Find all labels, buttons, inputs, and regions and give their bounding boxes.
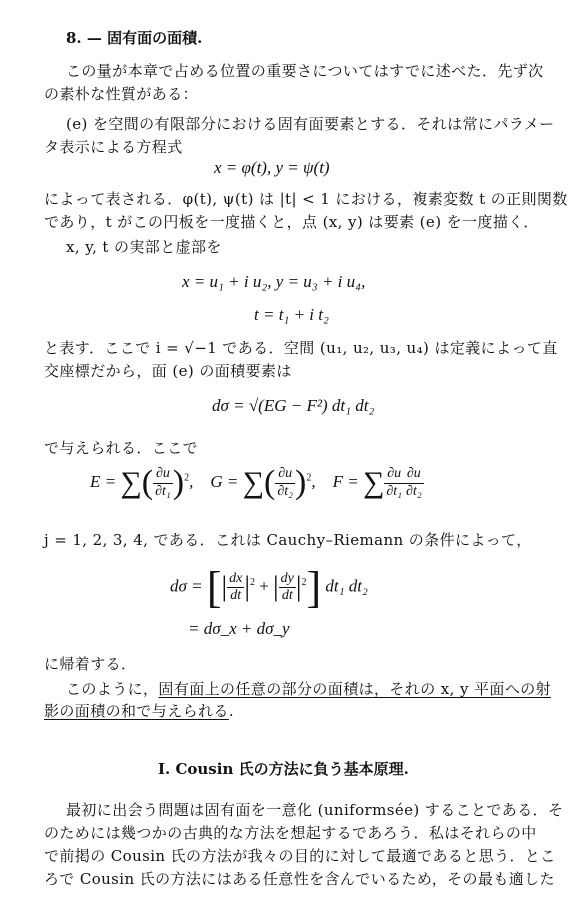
equation-EGF: E = ∑( $\frac{\partial u}{\text{∂t₁}}$ )$^2$, G = ∑( $\frac{\partial u}{\text{∂t₂}}$ )$^2$, F = ∑ $\frac{\partial u}{\text{∂t₁}}$ $\frac{\partial u}{\text{∂t₂}}$ bbox=[90, 464, 422, 501]
frac-den: ∂t₂ bbox=[277, 483, 293, 499]
dx-num: dx bbox=[227, 571, 244, 588]
dsigma-lhs: dσ = bbox=[170, 576, 203, 596]
dsigma-tail: dt₁ dt₂ bbox=[325, 576, 368, 596]
para4-line1: と表す．ここで i = √−1 である．空間 (u₁, u₂, u₃, u₄) は定義によって直 bbox=[44, 339, 558, 357]
period: . bbox=[228, 702, 234, 720]
frac-den: ∂t₁ bbox=[386, 483, 403, 499]
sum-symbol: ∑ bbox=[120, 466, 142, 499]
para7-line1: に帰着する． bbox=[44, 655, 137, 673]
para2-line2: タ表示による方程式 bbox=[44, 138, 183, 156]
equation-area-element: dσ = √(EG − F²) dt₁ dt₂ bbox=[212, 396, 375, 415]
E-label: E = bbox=[90, 471, 117, 491]
para8-line4: ろで Cousin 氏の方法にはある任意性を含んでいるため，その最も適した bbox=[44, 870, 555, 888]
para7-line2 bbox=[66, 678, 551, 699]
para1-line2: の素朴な性質がある： bbox=[44, 85, 199, 103]
equation-dsigma-sum: = dσ_x + dσ_y bbox=[188, 619, 290, 638]
section-8-title: 8. — 固有面の面積. bbox=[66, 29, 203, 47]
sum-symbol: ∑ bbox=[242, 466, 264, 499]
para5-line1: で与えられる．ここで bbox=[44, 439, 199, 457]
para8-line2: のためには幾つかの古典的な方法を想起するであろう．私はそれらの中 bbox=[44, 824, 537, 842]
para1-line1: この量が本章で占める位置の重要さについてはすでに述べた．先ず次 bbox=[66, 62, 544, 80]
dy-num: dy bbox=[279, 571, 296, 588]
F-label: F = bbox=[332, 471, 359, 491]
frac-num: ∂u bbox=[275, 466, 295, 483]
equation-dsigma: dσ = [| $\frac{dx}{dt}$ $|^2$ + | $\frac{dy}{dt}$ $|^2$] dt₁ dt₂ bbox=[170, 563, 368, 612]
para4-line2: 交座標だから，面 (e) の面積要素は bbox=[44, 362, 292, 380]
para3-line3: x, y, t の実部と虚部を bbox=[66, 238, 222, 256]
equation-parametric: x = φ(t), y = ψ(t) bbox=[214, 158, 330, 177]
para6-line1: j = 1, 2, 3, 4, である．これは Cauchy–Riemann の条件によって， bbox=[44, 531, 532, 549]
G-label: G = bbox=[210, 471, 239, 491]
para3-line1: によって表される．φ(t), ψ(t) は |t| < 1 における，複素変数 t の正則関数 bbox=[44, 190, 568, 208]
sum-symbol: ∑ bbox=[362, 466, 385, 499]
dt-den: dt bbox=[230, 588, 242, 603]
para7-intro: このように， bbox=[66, 680, 159, 698]
frac-den: ∂t₁ bbox=[155, 483, 171, 499]
para3-line2: であり，t がこの円板を一度描くと，点 (x, y) は要素 (e) を一度描く． bbox=[44, 213, 539, 231]
frac-num: ∂u bbox=[384, 466, 404, 483]
section-I-title: I. Cousin 氏の方法に負う基本原理. bbox=[158, 760, 409, 778]
para8-line1: 最初に出会う問題は固有面を一意化 (uniformsée) することである．そ bbox=[66, 801, 564, 819]
frac-den: ∂t₂ bbox=[406, 483, 422, 499]
underlined-theorem-part2: 影の面積の和で与えられる bbox=[44, 702, 229, 720]
para7-line3 bbox=[44, 700, 234, 721]
frac-num: ∂u bbox=[153, 466, 173, 483]
para2-line1: (e) を空間の有限部分における固有面要素とする．それは常にパラメー bbox=[66, 115, 555, 133]
equation-xy-decomposition: x = u₁ + i u₂, y = u₃ + i u₄, bbox=[182, 272, 366, 291]
para8-line3: で前掲の Cousin 氏の方法が我々の目的に対して最適であると思う．とこ bbox=[44, 847, 556, 865]
dt-den: dt bbox=[281, 588, 293, 603]
underlined-theorem-part1: 固有面上の任意の部分の面積は，それの x, y 平面への射 bbox=[158, 680, 552, 698]
equation-t-decomposition: t = t₁ + i t₂ bbox=[254, 305, 329, 324]
frac-num: ∂u bbox=[404, 466, 424, 483]
